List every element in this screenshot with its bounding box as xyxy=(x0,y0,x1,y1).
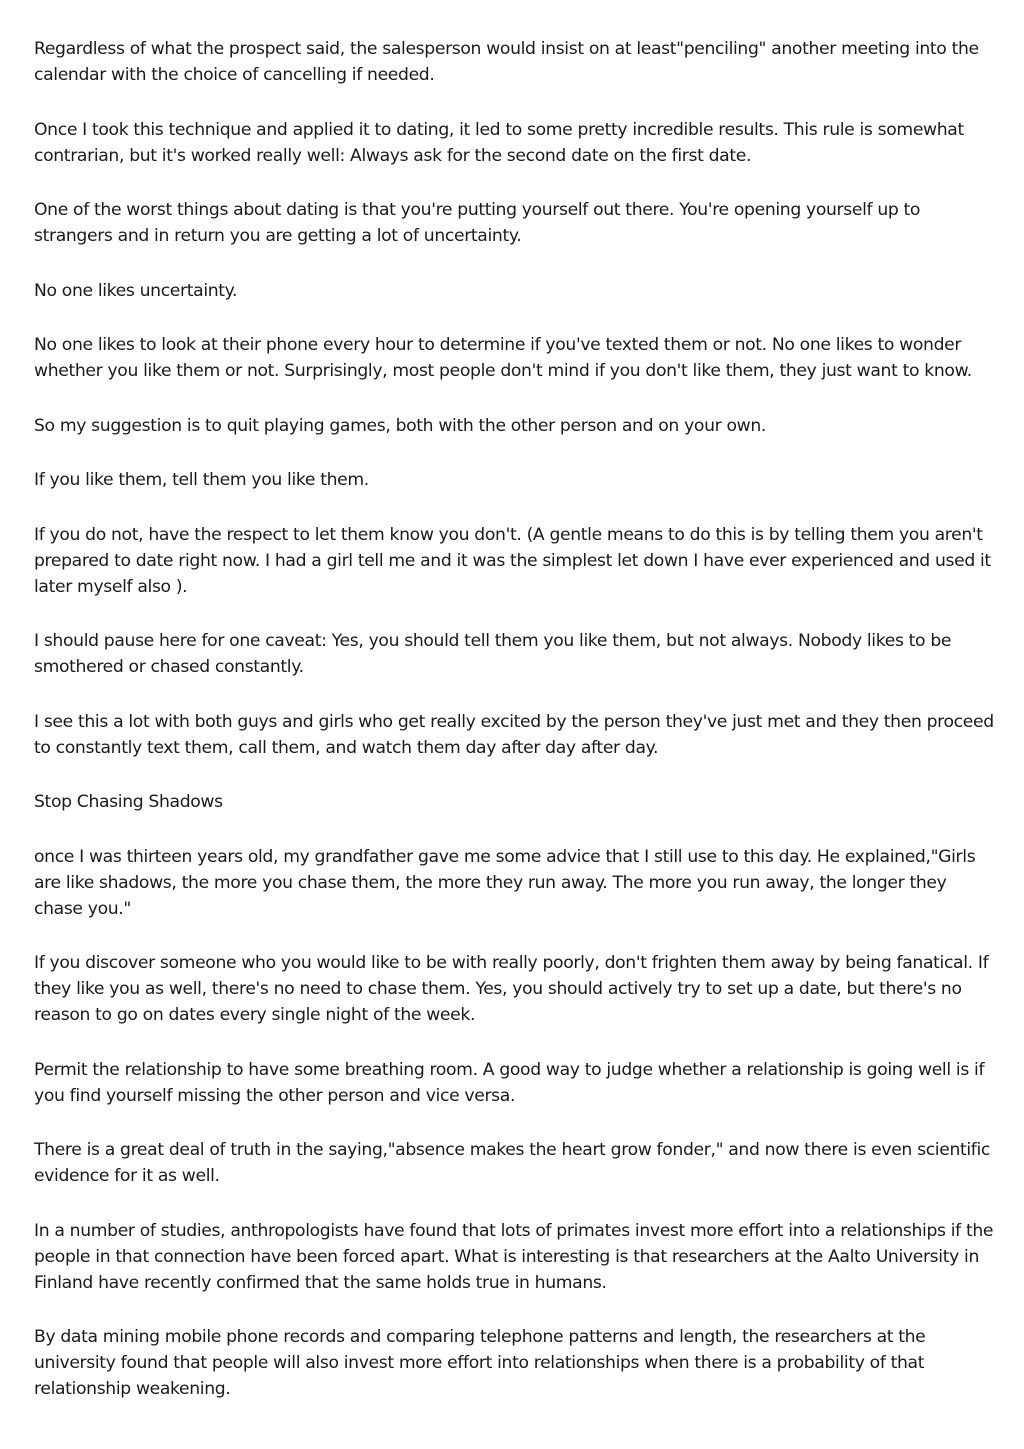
section-heading: Stop Chasing Shadows xyxy=(34,792,223,812)
paragraph-16: In a number of studies, anthropologists have found that lots of primates invest more effort into a relationships if the people in that connection have been forced apart. What is interesting is that researchers at the Aalto University in Finland have recently confirmed that the same holds true in humans. xyxy=(34,1220,994,1293)
paragraph-3: One of the worst things about dating is that you're putting yourself out there. You're opening yourself up to strangers and in return you are getting a lot of uncertainty. xyxy=(34,200,921,246)
paragraph-14: Permit the relationship to have some breathing room. A good way to judge whether a relationship is going well is if you find yourself missing the other person and vice versa. xyxy=(34,1059,985,1106)
paragraph-6: So my suggestion is to quit playing games, both with the other person and on your own. xyxy=(34,415,766,436)
paragraph-8: If you do not, have the respect to let them know you don't. (A gentle means to do this is by telling them you aren't prepared to date right now. I had a girl tell me and it was the simplest let down I have ever experienced and used it later myself also ). xyxy=(34,524,991,597)
paragraph-7: If you like them, tell them you like them. xyxy=(34,470,369,490)
paragraph-5: No one likes to look at their phone every hour to determine if you've texted them or not. No one likes to wonder whether you like them or not. Surprisingly, most people don't mind if you don't like them, they just want to know. xyxy=(34,335,972,381)
paragraph-12: once I was thirteen years old, my grandfather gave me some advice that I still use to this day. He explained,"Girls are like shadows, the more you chase them, the more they run away. The more you run away, the longer they chase you." xyxy=(34,846,976,919)
paragraph-4: No one likes uncertainty. xyxy=(34,280,238,301)
paragraph-15: There is a great deal of truth in the saying,"absence makes the heart grow fonder," and now there is even scientific evidence for it as well. xyxy=(34,1140,991,1186)
paragraph-17: By data mining mobile phone records and comparing telephone patterns and length, the researchers at the university found that people will also invest more effort into relationships when there is a probability of that relationship weakening. xyxy=(34,1327,926,1399)
paragraph-13: If you discover someone who you would like to be with really poorly, don't frighten them away by being fanatical. If they like you as well, there's no need to chase them. Yes, you should actively try to set up a date, but there's no reason to go on dates every single night of the week. xyxy=(34,953,989,1025)
document-page xyxy=(34,36,994,1431)
paragraph-9: I should pause here for one caveat: Yes, you should tell them you like them, but not always. Nobody likes to be smothered or chased constantly. xyxy=(34,631,952,677)
paragraph-10: I see this a lot with both guys and girls who get really excited by the person they've just met and they then proceed to constantly text them, call them, and watch them day after day after day. xyxy=(34,711,994,758)
paragraph-1: Regardless of what the prospect said, the salesperson would insist on at least"penciling" another meeting into the calendar with the choice of cancelling if needed. xyxy=(34,39,979,85)
paragraph-2: Once I took this technique and applied it to dating, it led to some pretty incredible results. This rule is somewhat contrarian, but it's worked really well: Always ask for the second date on the first date. xyxy=(34,119,964,166)
